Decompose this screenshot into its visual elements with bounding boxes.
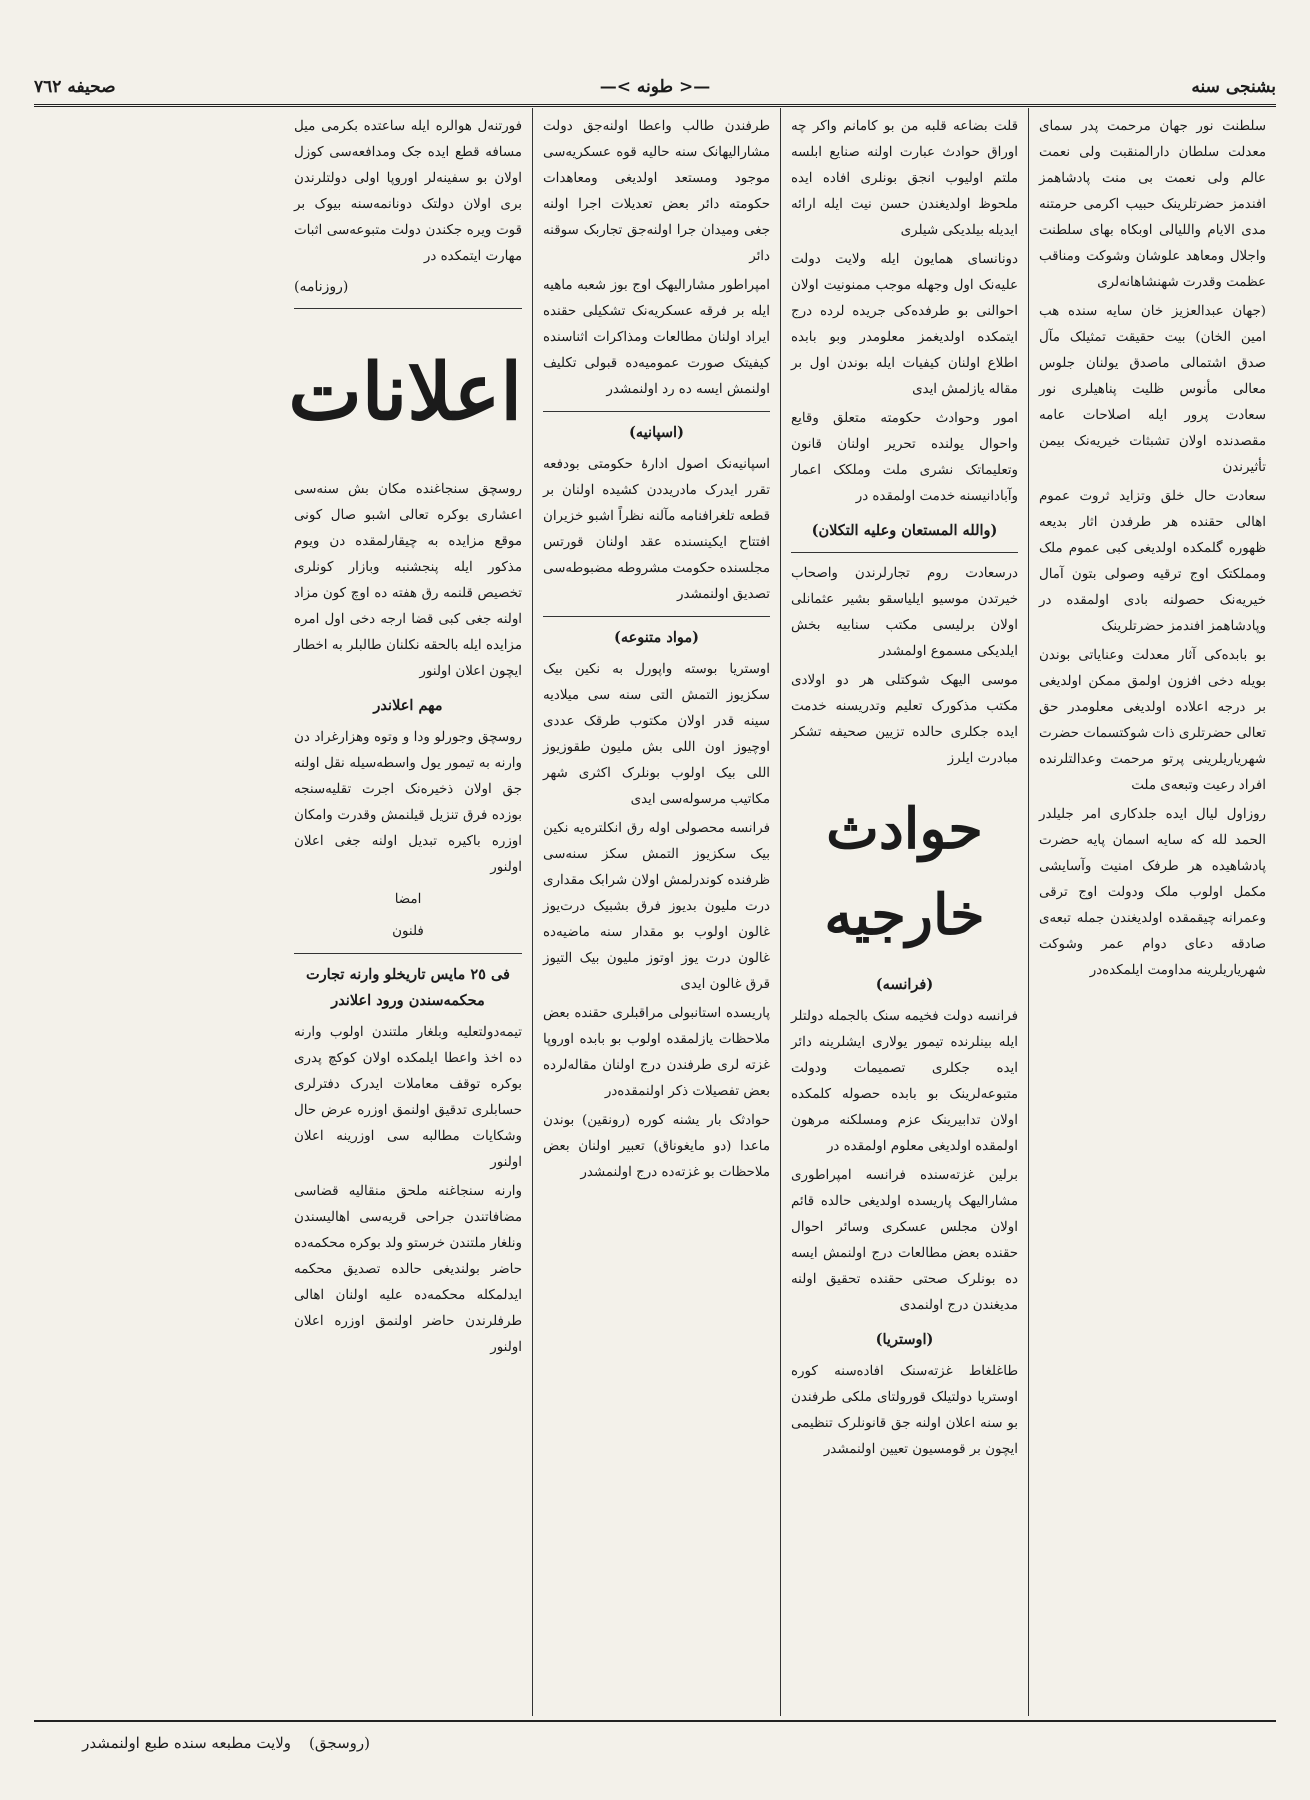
header-volume: بشنجی سنه — [1191, 77, 1276, 97]
paragraph: امور وحوادث حکومته متعلق وقایع واحوال یولنده تحریر اولنان قانون وتعلیماتک نشری ملت وملکک اعمار وآبادانیسنه خدمت اولمقده در — [791, 411, 1018, 504]
column-4 — [284, 108, 532, 1716]
footer-place: (روسجق) — [309, 1734, 370, 1752]
section-title-announcements: اعلانات — [288, 347, 522, 438]
header-divider — [34, 104, 1276, 107]
paragraph: تیمه‌دولتعلیه وبلغار ملتندن اولوب وارنه ده اخذ واعطا ایلمکده اولان کوکچ پدری بوکره توقف معاملات ایدرک دفترلری حسابلری تدقیق اولنمق اوزره عرض حال وشکایات مطالبه سی اوزرینه اعلان اولنور — [294, 1025, 522, 1170]
column-2 — [780, 108, 1028, 1716]
column-1 — [1028, 108, 1276, 1716]
paragraph: طاغلغاط غزته‌سنک افاده‌سنه کوره اوستریا دولتیلک قورولتای ملکی طرفندن بو سنه اعلان اولنه جق قانونلرک تنظیمی ایچون بر قومسیون تعیین اولنمشدر — [791, 1364, 1018, 1457]
divider — [791, 552, 1018, 553]
header-masthead: —< طونه >— — [599, 77, 711, 97]
paragraph: سلطنت نور جهان مرحمت پدر سمای معدلت سلطان دارالمنقبت ولی نعمت عالم ولی نعمت بی منت پادشاهمز افندمز حضرتلرینک حبیب اکرمی حرمتنه مدی الایام واللیالی اوبکاه بهای سلطنت واجلال ومعاهد علوشان وشوکت ومناقب عظمت وقدرت شهنشاهانه‌لری — [1039, 119, 1266, 290]
paragraph: بو بابده‌کی آثار معدلت وعنایاتی بوندن بویله دخی افزون اولمق ممکن اولدیغی بر درجه اعلاده اولدیغی معلومدر حق تعالی حضرتلری ذات شوکتسمات حضرت شهریاریلرینی پرتو مرحمت وعدالتلرنده افراد رعیت وتبعه‌ی ملت — [1039, 648, 1266, 793]
paragraph: برلین غزته‌سنده فرانسه امپراطوری مشارالیهک پاریسده اولدیغی حالده قائم اولان مجلس عسکری وسائر احوال حقنده بعض مطالعات درج اولنمش ایسه ده بونلرک صحتی حقنده تحقیق اولنه مدیغندن درج اولنمدی — [791, 1168, 1018, 1313]
divider — [543, 411, 770, 412]
paragraph: فورتنه‌ل هوالره ایله ساعتده بکرمی میل مسافه قطع ایده جک ومدافعه‌سی کوزل اولان بو سفینه‌لر اوروپا اولی دولتلرندن بری اولان دولتک دونانمه‌سنه بیوک بر قوت ویره جکندن دولت متبوعه‌سی اثبات مهارت ایتمکده در — [294, 119, 522, 264]
section-title-foreign-news: حوادث خارجیه — [824, 796, 985, 948]
divider — [294, 308, 522, 309]
paragraph: روسچق وجورلو ودا و وتوه وهزارغراد دن وارنه به تیمور یول واسطه‌سیله نقل اولنه جق اولان ذخیره‌نک اجرت تقلیه‌سنجه بوزده فرق تنزیل قیلنمش وقدرت وامکان اوزره باکیره تبدیل اولنه جغی اعلان اولنور — [294, 730, 522, 875]
paragraph: اسپانیه‌نک اصول ادارهٔ حکومتی بودفعه تقرر ایدرک مادریددن کشیده اولنان بر قطعه تلغرافنامه مآلنه نظراً اشبو خزیران افتتاح ایکینسنده عقد اولنان قورتس مجلسنده حکومت مشروطه مضبوطه‌سی تصدیق اولنمشدر — [543, 457, 770, 602]
paragraph: قلت بضاعه قلبه من بو کامانم واکر چه اوراق حوادث عبارت اولنه صنایع ابلسه ملتم اولیوب انجق بونلری افاده ایده ملحوظ اولدیغندن حسن نیت ایله ارائه ایدیله بیلدیکی شیلری — [791, 119, 1018, 238]
section-head-austria: (اوستریا) — [875, 1331, 934, 1348]
paragraph: روزاول لیال ایده جلدکاری امر جلیلدر الحمد لله که سایه اسمان پایه حضرت پادشاهیده هر طرفک امنیت وآسایشی مکمل اولوب ملک ودولت اوج ترقی وعمرانه چیقمقده اولدیغندن جمله تبعه‌ی صادقه دعای دوام عمر وشوکت شهریاریلرینه مداومت ایلمکده‌در — [1039, 807, 1266, 978]
paragraph: موسی الیهک شوکتلی هر دو اولادی مکتب مذکورک تعلیم وتدریسنه خدمت ایده جکلری حالده تزیین صحیفه تشکر مبادرت ایلرز — [791, 673, 1018, 766]
signature-name: فلنون — [392, 924, 424, 939]
header-page-number: صحيفه ٧٦٢ — [34, 77, 116, 97]
column-3 — [532, 108, 780, 1716]
paragraph: درسعادت روم تجارلرندن واصحاب خیرتدن موسیو ایلیاسقو بشیر عثمانلی اولان برلیسی مکتب سنابیه بخش ایلدیکی مسموع اولمشدر — [791, 566, 1018, 659]
paragraph: طرفندن طالب واعطا اولنه‌جق دولت مشارالیهانک سنه حالیه قوه عسکریه‌سی موجود ومستعد اولدیغی ومعاهدات حکومته دائر بعض تعدیلات اجرا اولنه جغی ومیدان جرا اولنه‌جق تجاربک سوقنه دائر — [543, 119, 770, 264]
paragraph: اوستریا بوسته واپورل به نکین بیک سکزیوز التمش التی سنه سی میلادیه سینه قدر اولان مکتوب طرقک عددی اوچیوز اون اللی بش ملیون طقوزیوز اللی بیک اولوب بونلرک اکثری شهر مکاتیب مرسوله‌سی ایدی — [543, 662, 770, 807]
signature-label: امضا — [394, 892, 422, 907]
paragraph: دونانسای همایون ایله ولایت دولت علیه‌نک اول وجهله موجب ممنونیت اولان احوالنی بو طرفده‌کی جریده لرده درج ایتمکده اولدیغمز معلومدر وبو بابده اطلاع اولنان کیفیات ایله بوندن اول بر مقاله یازلمش ایدی — [791, 252, 1018, 397]
section-head-important-notice: مهم اعلاندر — [373, 697, 443, 714]
closing-formula: (والله المستعان وعلیه التکلان) — [811, 522, 998, 539]
section-head-miscellany: (مواد متنوعه) — [614, 629, 699, 646]
columns — [34, 108, 1276, 1716]
paragraph: پاریسده استانبولی مراقبلری حقنده بعض ملاحظات یازلمقده اولوب بو بابده اوروپا غزته لری طرفندن درج اولنان مقاله‌لرده بعض تفصیلات ذکر اولنمقده‌در — [543, 1006, 770, 1099]
footer-press: ولايت مطبعه سنده طبع اولنمشدر — [82, 1734, 292, 1752]
section-head-france: (فرانسه) — [875, 976, 934, 993]
paragraph: امپراطور مشارالیهک اوج بوز شعبه ماهیه ایله بر فرقه عسکریه‌نک تشکیلی حقنده ایراد اولنان مطالعات ومذاکرات اثناسنده کیفیتک صورت عمومیه‌ده قبولی تکلیف اولنمش ایسه ده رد اولنمشدر — [543, 278, 770, 397]
section-head-spain: (اسپانیه) — [629, 424, 684, 441]
page-header — [34, 72, 1276, 102]
source-credit: (روزنامه) — [294, 279, 349, 295]
paragraph: سعادت حال خلق وتزاید ثروت عموم اهالی حقنده هر طرفدن اثار بدیعه ظهوره گلمکده اولدیغی کبی عموم ملک ومملکتک اوج ترقیه وصولی بتون آمال خیریه‌نک حصولنه بادی اولمقده در وپادشاهمز افندمز حضرتلرینک — [1039, 489, 1266, 634]
paragraph: فرانسه دولت فخیمه سنک بالجمله دولتلر ایله بینلرنده تیمور یولاری ایشلرینه دائر ایده جکلری تصمیمات ودولت متبوعه‌لرینک بو بابده حصوله کلمکده اولان تدابیرینک عزم ومسلکنه مرهون اولمقده اولدیغی معلوم اولمقده در — [791, 1009, 1018, 1154]
paragraph: (جهان عبدالعزیز خان سایه سنده هب امین الخان) بیت حقیقت تمثیلک مآل صدق اشتمالی ماصدق یولنان جلوس معالی مأنوس ظلیت پناهیلری نور سعادت پرور ایله اصلاحات عامه مقصدنده اولان تشبثات خیریه‌نک بیمن تأثیرندن — [1039, 304, 1266, 475]
divider — [294, 953, 522, 954]
paragraph: حوادثک بار یشنه کوره (رونقین) بوندن ماعدا (دو مایغوناق) تعبیر اولنان بعض ملاحظات بو غزته‌ده درج اولنمشدر — [543, 1113, 770, 1180]
paragraph: روسچق سنجاغنده مکان بش سنه‌سی اعشاری بوکره تعالی اشبو صال کونی موقع مزایده به چیقارلمقده دن ویوم مذکور ایله پنجشنبه وبازار کونلری تخصیص قلنمه رق هفته ده اوچ کون مزاد اولنه جغی کبی قضا ارجه دخی اول امره مزایده ایله بالحقه نکلنان طالبلر به اخطار ایچون اعلان اولنور — [294, 482, 522, 679]
footer-divider — [34, 1720, 1276, 1722]
paragraph: وارنه سنجاغنه ملحق منقالیه قضاسی مضافاتندن جراحی قریه‌سی اهالیسندن ونلغار ملتندن خرستو ولد بوکره محکمه‌ده حاضر بولندیغی حالده تصدیق محکمه ایدلمکله محکمه‌ده علیه اولنان اهالی طرفلرندن حاضر اولنمق اوزره اعلان اولنور — [294, 1184, 522, 1355]
section-head-court-notice: فی ٢٥ مایس تاریخلو وارنه تجارت محکمه‌سندن ورود اعلاندر — [305, 966, 510, 1009]
paragraph: فرانسه محصولی اوله رق انکلتره‌یه نکین بیک سکزیوز التمش سکز سنه‌سی ظرفنده کوندرلمش اولان شرابک مقداری درت ملیون بدیوز فرق بشبیک درت‌یوز غالون اولوب بو مقدار سنه ماضیه‌ده غالون درت یوز اوتوز ملیون بیک التیوز قرق غالون ایدی — [543, 821, 770, 992]
page-footer — [40, 1724, 370, 1762]
divider — [543, 616, 770, 617]
